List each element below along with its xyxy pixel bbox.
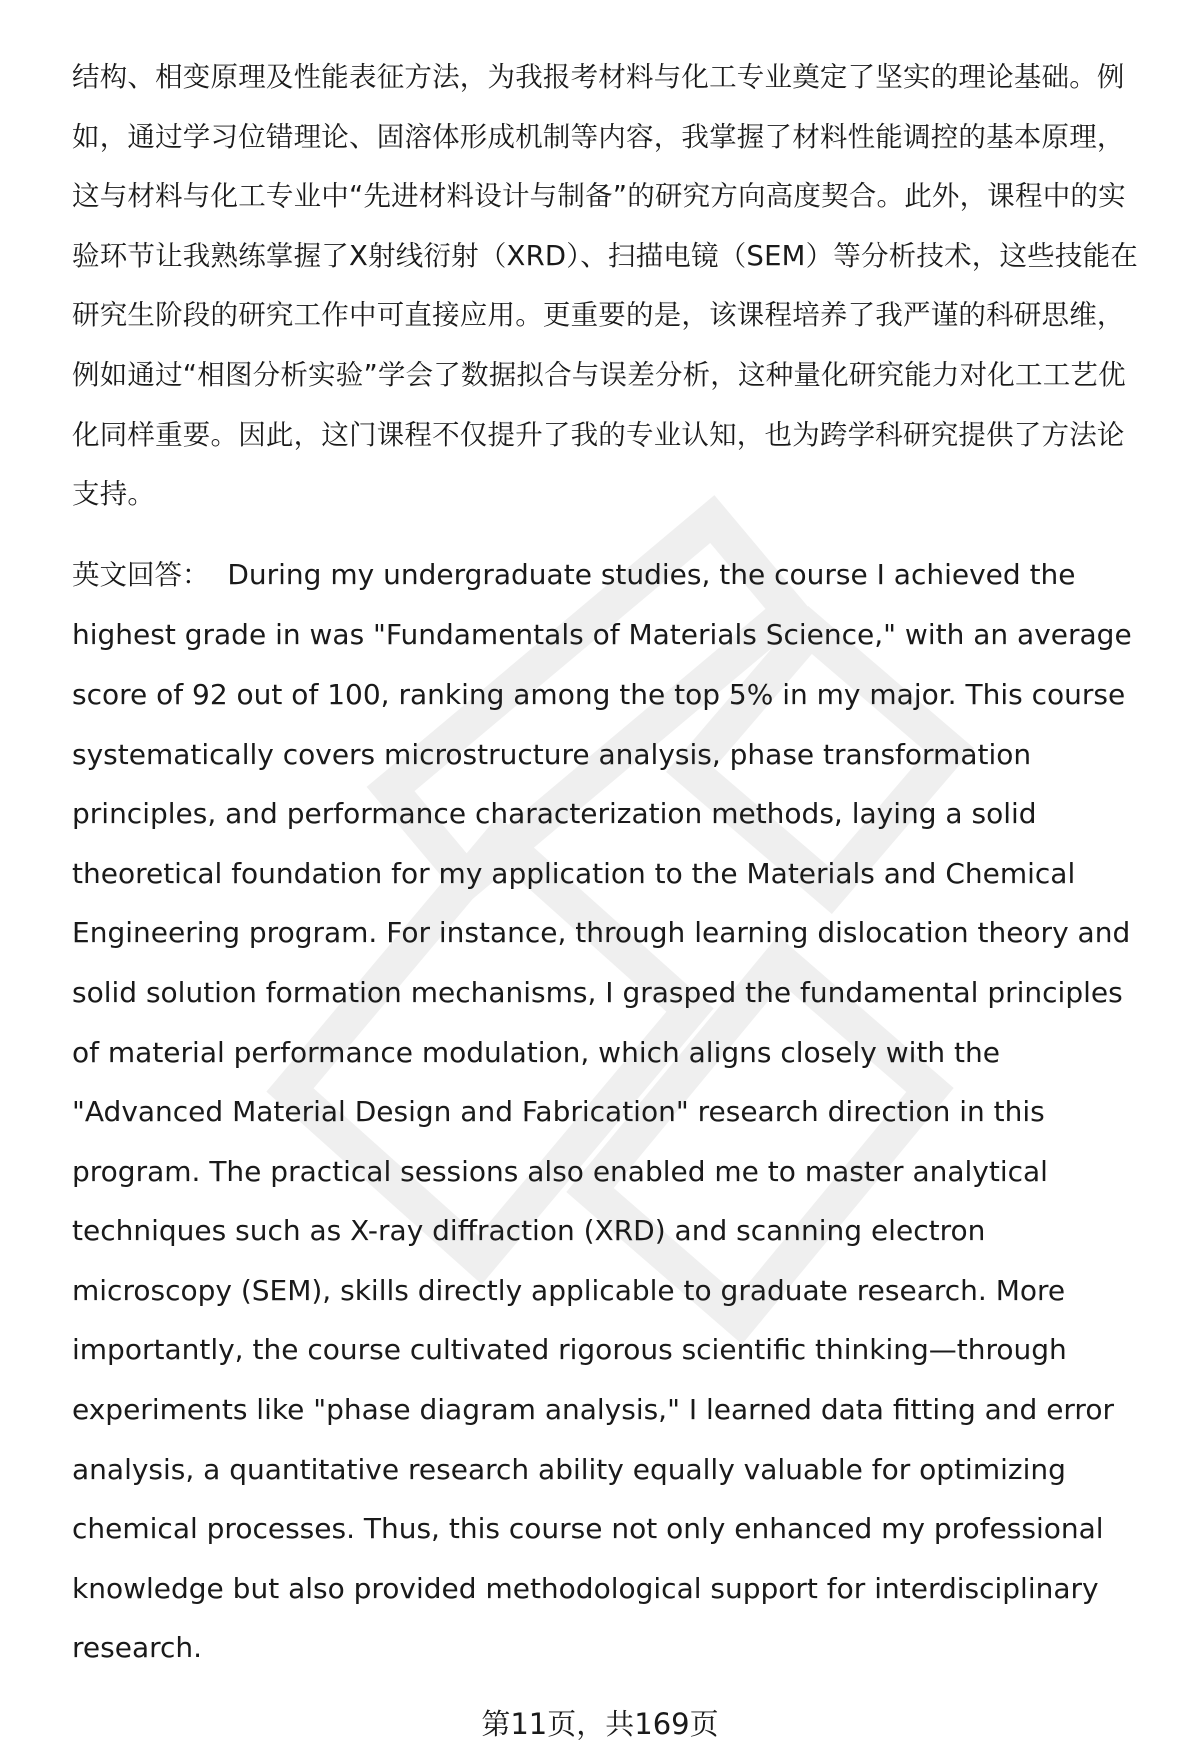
- english-answer-text: During my undergraduate studies, the course I achieved the highest grade in was "Fundamentals of Materials Science," with an average score of 92 out of 100, ranking among the top 5% in my major. This course systematically covers microstructure analysis, phase transformation principles, and performance characterization methods, laying a solid theoretical foundation for my application to the Materials and Chemical Engineering program. For instance, through learning dislocation theory and solid solution formation mechanisms, I grasped the fundamental principles of material performance modulation, which aligns closely with the "Advanced Material Design and Fabrication" research direction in this program. The practical sessions also enabled me to master analytical techniques such as X-ray diffraction (XRD) and scanning electron microscopy (SEM), skills directly applicable to graduate research. More importantly, the course cultivated rigorous scientific thinking—through experiments like "phase diagram analysis," I learned data fitting and error analysis, a quantitative research ability equally valuable for optimizing chemical processes. Thus, this course not only enhanced my professional knowledge but also provided methodological support for interdisciplinary research.: [72, 557, 1132, 1665]
- english-answer-paragraph: [72, 545, 1148, 1678]
- chinese-answer-paragraph: 结构、相变原理及性能表征方法，为我报考材料与化工专业奠定了坚实的理论基础。例如，通过学习位错理论、固溶体形成机制等内容，我掌握了材料性能调控的基本原理，这与材料与化工专业中“先进材料设计与制备”的研究方向高度契合。此外，课程中的实验环节让我熟练掌握了X射线衍射（XRD）、扫描电镜（SEM）等分析技术，这些技能在研究生阶段的研究工作中可直接应用。更重要的是，该课程培养了我严谨的科研思维，例如通过“相图分析实验”学会了数据拟合与误差分析，这种量化研究能力对化工工艺优化同样重要。因此，这门课程不仅提升了我的专业认知，也为跨学科研究提供了方法论支持。: [72, 61, 1138, 511]
- document-page: [72, 48, 1148, 1678]
- page-number-footer: 第11页，共169页: [481, 1707, 719, 1741]
- english-answer-label: 英文回答：: [72, 558, 210, 591]
